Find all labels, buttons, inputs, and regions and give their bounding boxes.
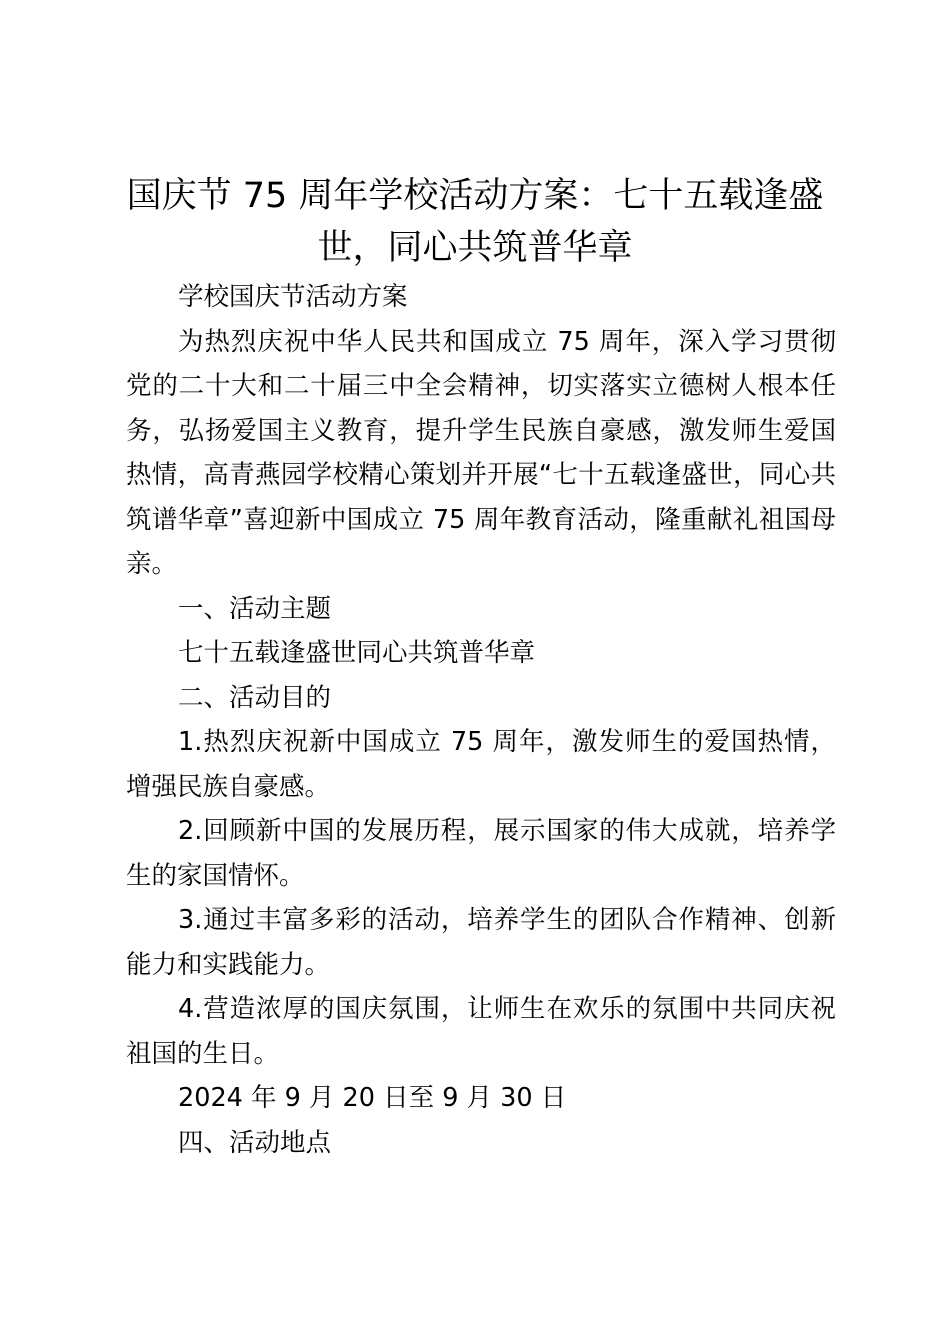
intro-paragraph: 为热烈庆祝中华人民共和国成立 75 周年，深入学习贯彻党的二十大和二十届三中全会精神，切实落实立德树人根本任务，弘扬爱国主义教育，提升学生民族自豪感，激发师生爱国热情，高青燕园学校精心策划并开展“七十五载逢盛世，同心共筑谱华章”喜迎新中国成立 75 周年教育活动，隆重献礼祖国母亲。 [126,326,836,579]
section-heading-purpose: 二、活动目的 [178,682,332,713]
purpose-item-3: 3.通过丰富多彩的活动，培养学生的团队合作精神、创新能力和实践能力。 [126,905,836,980]
section-heading-theme: 一、活动主题 [178,593,332,624]
document-body [126,275,836,1165]
section-heading-location: 四、活动地点 [178,1127,332,1158]
date-paragraph: 2024 年 9 月 20 日至 9 月 30 日 [178,1083,567,1113]
purpose-item-1: 1.热烈庆祝新中国成立 75 周年，激发师生的爱国热情，增强民族自豪感。 [126,727,836,802]
purpose-item-2: 2.回顾新中国的发展历程，展示国家的伟大成就，培养学生的家国情怀。 [126,816,836,891]
theme-paragraph: 七十五载逢盛世同心共筑普华章 [178,638,536,668]
purpose-item-4: 4.营造浓厚的国庆氛围，让师生在欢乐的氛围中共同庆祝祖国的生日。 [126,994,836,1069]
subtitle-paragraph: 学校国庆节活动方案 [178,282,408,312]
document-title: 国庆节 75 周年学校活动方案：七十五载逢盛世，同心共筑普华章 [126,176,824,268]
